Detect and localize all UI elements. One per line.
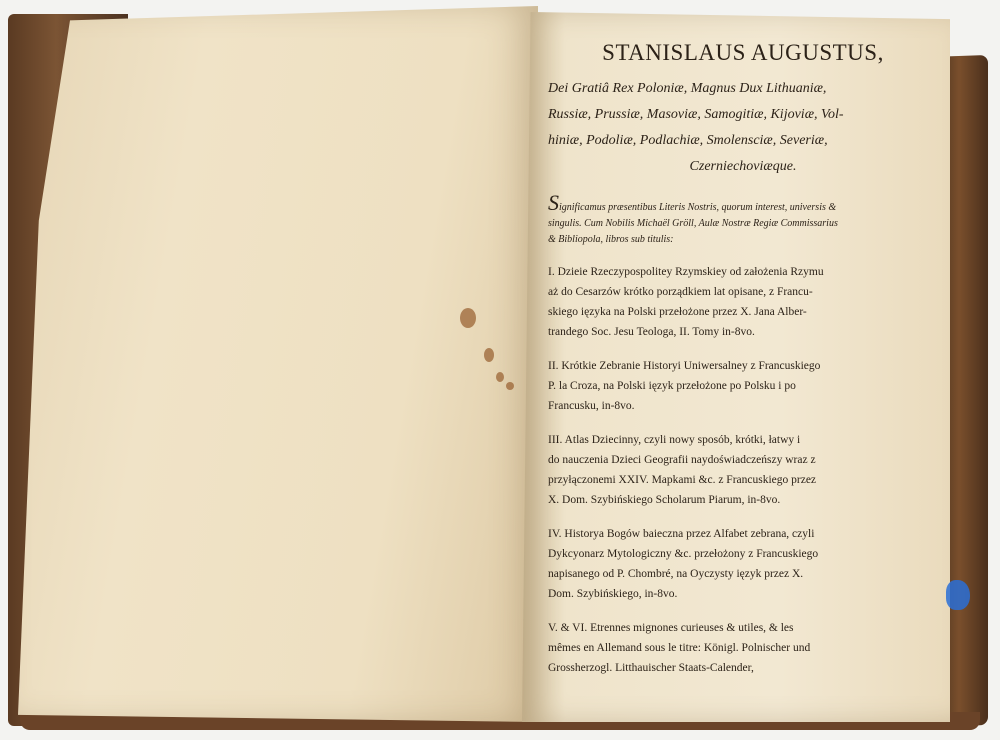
list-item (548, 618, 938, 678)
intro-line: ignificamus præsentibus Literis Nostris, quorum interest, universis & (559, 202, 837, 213)
item-line: trandego Soc. Jesu Teologa, II. Tomy in-8vo. (548, 326, 755, 338)
item-line: Grossherzogl. Litthauischer Staats-Calender, (548, 662, 754, 674)
subtitle-line: Czerniechoviæque. (689, 159, 797, 174)
item-line: skiego ięzyka na Polski przełożone przez X. Jana Alber- (548, 306, 807, 318)
item-line: IV. Historya Bogów baieczna przez Alfabet zebrana, czyli (548, 528, 815, 540)
title-subtitle (548, 76, 938, 180)
item-line: III. Atlas Dziecinny, czyli nowy sposób, krótki, łatwy i (548, 434, 801, 446)
intro-paragraph (548, 190, 938, 248)
item-line: napisanego od P. Chombré, na Oyczysty ięzyk przez X. (548, 568, 804, 580)
item-line: Dom. Szybińskiego, in-8vo. (548, 588, 678, 600)
foxing-stain (484, 348, 494, 362)
intro-line: singulis. Cum Nobilis Michaël Gröll, Aulæ Nostræ Regiæ Commissarius (548, 218, 838, 229)
book-list (548, 262, 938, 678)
list-item (548, 524, 938, 604)
foxing-stain (496, 372, 504, 382)
item-line: P. la Croza, na Polski ięzyk przełożone po Polsku i po (548, 380, 796, 392)
subtitle-line: Russiæ, Prussiæ, Masoviæ, Samogitiæ, Kijoviæ, Vol- (548, 107, 844, 122)
item-line: I. Dzieie Rzeczypospolitey Rzymskiey od założenia Rzymu (548, 266, 824, 278)
foxing-stain (506, 382, 514, 390)
item-line: mêmes en Allemand sous le titre: Königl. Polnischer und (548, 642, 811, 654)
subtitle-line: Dei Gratiâ Rex Poloniæ, Magnus Dux Lithuaniæ, (548, 81, 827, 96)
list-item (548, 430, 938, 510)
item-line: V. & VI. Etrennes mignones curieuses & utiles, & les (548, 622, 794, 634)
item-line: X. Dom. Szybińskiego Scholarum Piarum, in-8vo. (548, 494, 781, 506)
list-item (548, 262, 938, 342)
list-item (548, 356, 938, 416)
item-line: Francusku, in-8vo. (548, 400, 635, 412)
item-line: przyłączonemi XXIV. Mapkami &c. z Francuskiego przez (548, 474, 817, 486)
item-line: Dykcyonarz Mytologiczny &c. przełożony z Francuskiego (548, 548, 819, 560)
intro-line: & Bibliopola, libros sub titulis: (548, 234, 674, 245)
item-line: II. Krótkie Zebranie Historyi Uniwersalney z Francuskiego (548, 360, 821, 372)
item-line: aż do Cesarzów krótko porządkiem lat opisane, z Francu- (548, 286, 813, 298)
document-title: STANISLAUS AUGUSTUS, (602, 40, 884, 65)
ink-stain (946, 580, 970, 610)
left-blank-page (18, 6, 538, 722)
page-text (548, 36, 938, 692)
drop-cap: S (548, 190, 559, 215)
subtitle-line: hiniæ, Podoliæ, Podlachiæ, Smolensciæ, Severiæ, (548, 133, 828, 148)
item-line: do nauczenia Dzieci Geografii naydoświadczeńszy wraz z (548, 454, 816, 466)
foxing-stain (460, 308, 476, 328)
